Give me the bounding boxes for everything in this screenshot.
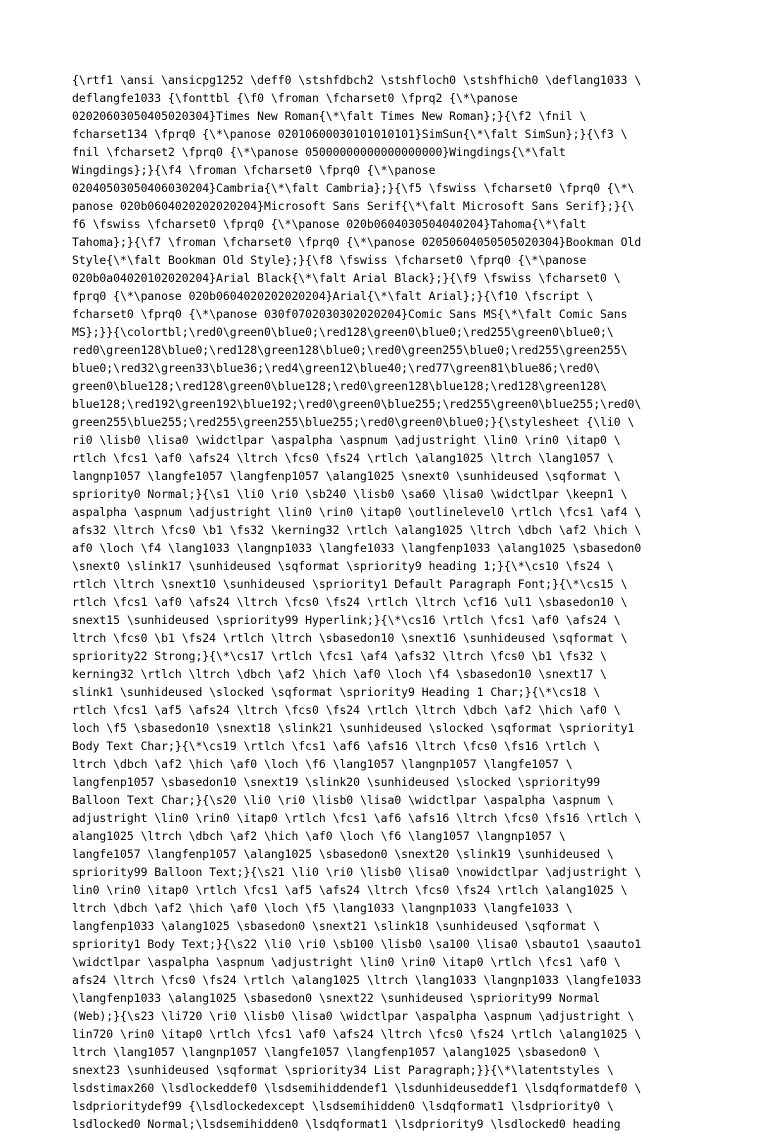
rtf-text-line: spriority0 Normal;}{\s1 \li0 \ri0 \sb240 \lisb0 \sa60 \lisa0 \widctlpar \keepn1 \ [72,487,628,501]
rtf-text-line: langnp1057 \langfe1057 \langfenp1057 \alang1025 \snext0 \sunhideused \sqformat \ [72,469,621,483]
rtf-text-line: aspalpha \aspnum \adjustright \lin0 \rin0 \itap0 \outlinelevel0 \rtlch \fcs1 \af4 \ [72,505,642,519]
rtf-text-line: (Web);}{\s23 \li720 \ri0 \lisb0 \lisa0 \widctlpar \aspalpha \aspnum \adjustright \ [72,1009,635,1023]
rtf-text-line: blue128;\red192\green192\blue192;\red0\green0\blue255;\red255\green0\blue255;\red0\ [72,397,642,411]
rtf-text-line: green0\blue128;\red128\green0\blue128;\red0\green128\blue128;\red128\green128\ [72,379,607,393]
rtf-text-line: f6 \fswiss \fcharset0 \fprq0 {\*\panose 020b0604030504040204}Tahoma{\*\falt [72,217,587,231]
rtf-text-line: fprq0 {\*\panose 020b0604020202020204}Arial{\*\falt Arial};}{\f10 \fscript \ [72,289,594,303]
rtf-text-line: panose 020b0604020202020204}Microsoft Sans Serif{\*\falt Microsoft Sans Serif};}{\ [72,199,635,213]
rtf-text-line: Balloon Text Char;}{\s20 \li0 \ri0 \lisb0 \lisa0 \widctlpar \aspalpha \aspnum \ [72,793,614,807]
rtf-text-line: \snext0 \slink17 \sunhideused \sqformat \spriority9 heading 1;}{\*\cs10 \fs24 \ [72,559,614,573]
rtf-text-line: Body Text Char;}{\*\cs19 \rtlch \fcs1 \af6 \afs16 \ltrch \fcs0 \fs16 \rtlch \ [72,739,601,753]
rtf-text-line: langfe1057 \langfenp1057 \alang1025 \sbasedon0 \snext20 \slink19 \sunhideused \ [72,847,614,861]
rtf-text-line: {\rtf1 \ansi \ansicpg1252 \deff0 \stshfdbch2 \stshfloch0 \stshfhich0 \deflang1033 \ [72,73,642,87]
rtf-text-line: ltrch \dbch \af2 \hich \af0 \loch \f6 \lang1057 \langnp1057 \langfe1057 \ [72,757,573,771]
rtf-text-line: Wingdings};}{\f4 \froman \fcharset0 \fprq0 {\*\panose [72,163,436,177]
rtf-text-line: spriority99 Balloon Text;}{\s21 \li0 \ri0 \lisb0 \lisa0 \nowidctlpar \adjustright \ [72,865,642,879]
rtf-text-line: lin720 \rin0 \itap0 \rtlch \fcs1 \af0 \afs24 \ltrch \fcs0 \fs24 \rtlch \alang1025 \ [72,1027,642,1041]
rtf-text-line: snext23 \sunhideused \sqformat \spriority34 List Paragraph;}}{\*\latentstyles \ [72,1063,614,1077]
rtf-text-line: fcharset0 \fprq0 {\*\panose 030f0702030302020204}Comic Sans MS{\*\falt Comic Sans [72,307,628,321]
rtf-text-line: lsdstimax260 \lsdlockeddef0 \lsdsemihiddendef1 \lsdunhideuseddef1 \lsdqformatdef0 \ [72,1081,642,1095]
rtf-text-line: ltrch \dbch \af2 \hich \af0 \loch \f5 \lang1033 \langnp1033 \langfe1033 \ [72,901,573,915]
rtf-text-line: af0 \loch \f4 \lang1033 \langnp1033 \langfe1033 \langfenp1033 \alang1025 \sbasedon0 [72,541,642,555]
rtf-text-line: lsdlocked0 Normal;\lsdsemihidden0 \lsdqformat1 \lsdpriority9 \lsdlocked0 heading [72,1117,621,1131]
rtf-text-line: blue0;\red32\green33\blue36;\red4\green12\blue40;\red77\green81\blue86;\red0\ [72,361,601,375]
rtf-text-line: adjustright \lin0 \rin0 \itap0 \rtlch \fcs1 \af6 \afs16 \ltrch \fcs0 \fs16 \rtlch \ [72,811,642,825]
rtf-text-line: slink1 \sunhideused \slocked \sqformat \spriority9 Heading 1 Char;}{\*\cs18 \ [72,685,601,699]
rtf-text-line: afs32 \ltrch \fcs0 \b1 \fs32 \kerning32 \rtlch \alang1025 \ltrch \dbch \af2 \hich \ [72,523,642,537]
rtf-text-line: snext15 \sunhideused \spriority99 Hyperlink;}{\*\cs16 \rtlch \fcs1 \af0 \afs24 \ [72,613,621,627]
rtf-text-line: deflangfe1033 {\fonttbl {\f0 \froman \fcharset0 \fprq2 {\*\panose [72,91,518,105]
rtf-text-line: \widctlpar \aspalpha \aspnum \adjustright \lin0 \rin0 \itap0 \rtlch \fcs1 \af0 \ [72,955,621,969]
rtf-text-line: rtlch \fcs1 \af0 \afs24 \ltrch \fcs0 \fs24 \rtlch \ltrch \cf16 \ul1 \sbasedon10 \ [72,595,628,609]
rtf-text-line: 02040503050406030204}Cambria{\*\falt Cambria};}{\f5 \fswiss \fcharset0 \fprq0 {\*\ [72,181,635,195]
rtf-text-line: langfenp1057 \sbasedon10 \snext19 \slink20 \sunhideused \slocked \spriority99 [72,775,601,789]
rtf-text-line: Tahoma};}{\f7 \froman \fcharset0 \fprq0 {\*\panose 02050604050505020304}Bookman Old [72,235,642,249]
rtf-text-line: fcharset134 \fprq0 {\*\panose 02010600030101010101}SimSun{\*\falt SimSun};}{\f3 \ [72,127,628,141]
rtf-text-line: rtlch \fcs1 \af0 \afs24 \ltrch \fcs0 \fs24 \rtlch \alang1025 \ltrch \lang1057 \ [72,451,614,465]
rtf-text-line: ri0 \lisb0 \lisa0 \widctlpar \aspalpha \aspnum \adjustright \lin0 \rin0 \itap0 \ [72,433,621,447]
rtf-text-line: ltrch \lang1057 \langnp1057 \langfe1057 \langfenp1057 \alang1025 \sbasedon0 \ [72,1045,601,1059]
rtf-text-line: spriority1 Body Text;}{\s22 \li0 \ri0 \sb100 \lisb0 \sa100 \lisa0 \sbauto1 \saauto1 [72,937,642,951]
rtf-text-line: afs24 \ltrch \fcs0 \fs24 \rtlch \alang1025 \ltrch \lang1033 \langnp1033 \langfe1033 [72,973,642,987]
rtf-text-line: red0\green128\blue0;\red128\green128\blue0;\red0\green255\blue0;\red255\green255\ [72,343,628,357]
rtf-text-line: rtlch \ltrch \snext10 \sunhideused \spriority1 Default Paragraph Font;}{\*\cs15 \ [72,577,628,591]
rtf-text-line: langfenp1033 \alang1025 \sbasedon0 \snext21 \slink18 \sunhideused \sqformat \ [72,919,601,933]
rtf-text-line: loch \f5 \sbasedon10 \snext18 \slink21 \sunhideused \slocked \sqformat \spriority1 [72,721,635,735]
rtf-text-line: alang1025 \ltrch \dbch \af2 \hich \af0 \loch \f6 \lang1057 \langnp1057 \ [72,829,566,843]
rtf-source-text [72,71,700,1133]
rtf-text-line: spriority22 Strong;}{\*\cs17 \rtlch \fcs1 \af4 \afs32 \ltrch \fcs0 \b1 \fs32 \ [72,649,607,663]
rtf-text-line: fnil \fcharset2 \fprq0 {\*\panose 05000000000000000000}Wingdings{\*\falt [72,145,566,159]
rtf-text-line: rtlch \fcs1 \af5 \afs24 \ltrch \fcs0 \fs24 \rtlch \ltrch \dbch \af2 \hich \af0 \ [72,703,621,717]
rtf-text-line: ltrch \fcs0 \b1 \fs24 \rtlch \ltrch \sbasedon10 \snext16 \sunhideused \sqformat \ [72,631,628,645]
rtf-text-line: 020b0a04020102020204}Arial Black{\*\falt Arial Black};}{\f9 \fswiss \fcharset0 \ [72,271,621,285]
rtf-text-line: kerning32 \rtlch \ltrch \dbch \af2 \hich \af0 \loch \f4 \sbasedon10 \snext17 \ [72,667,607,681]
rtf-text-line: Style{\*\falt Bookman Old Style};}{\f8 \fswiss \fcharset0 \fprq0 {\*\panose [72,253,587,267]
rtf-text-line: lin0 \rin0 \itap0 \rtlch \fcs1 \af5 \afs24 \ltrch \fcs0 \fs24 \rtlch \alang1025 \ [72,883,628,897]
rtf-text-line: MS};}}{\colortbl;\red0\green0\blue0;\red128\green0\blue0;\red255\green0\blue0;\ [72,325,614,339]
rtf-text-line: 02020603050405020304}Times New Roman{\*\falt Times New Roman};}{\f2 \fnil \ [72,109,587,123]
rtf-text-line: green255\blue255;\red255\green255\blue255;\red0\green0\blue0;}{\stylesheet {\li0 \ [72,415,635,429]
rtf-text-line: \langfenp1033 \alang1025 \sbasedon0 \snext22 \sunhideused \spriority99 Normal [72,991,601,1005]
rtf-text-line: lsdprioritydef99 {\lsdlockedexcept \lsdsemihidden0 \lsdqformat1 \lsdpriority0 \ [72,1099,614,1113]
